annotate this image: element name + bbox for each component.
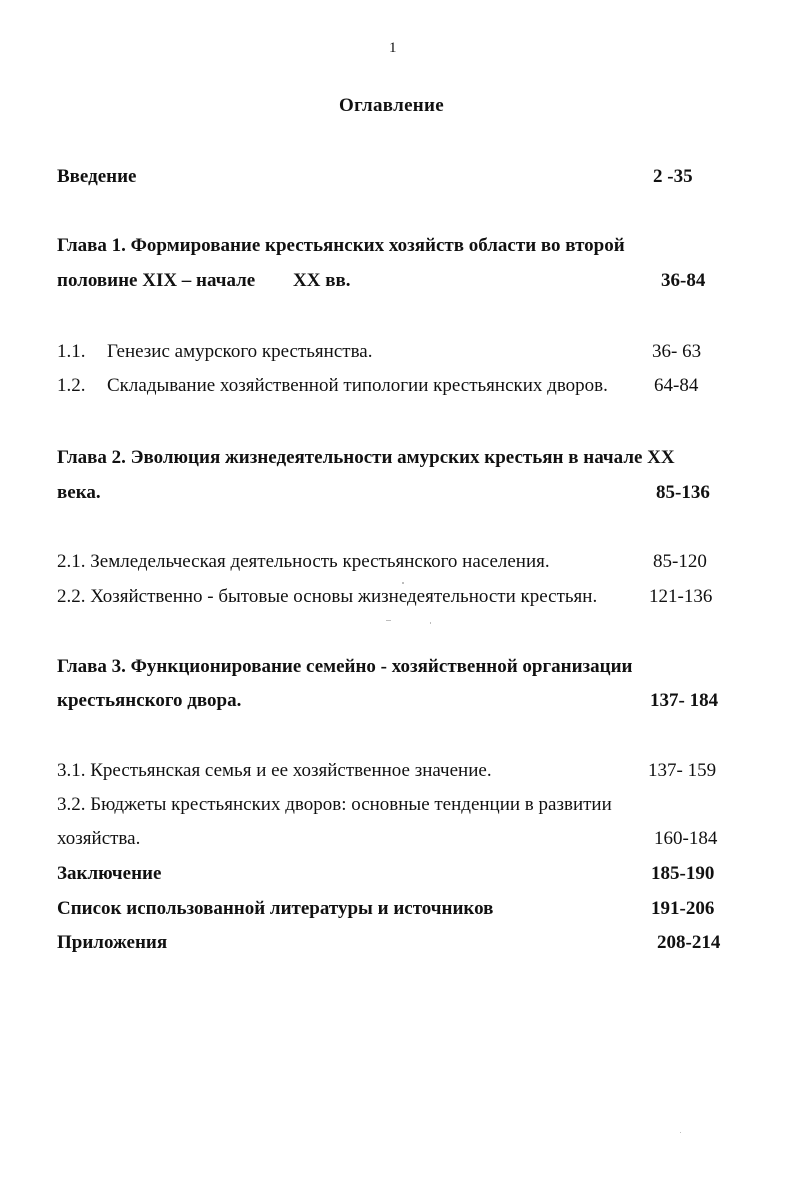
scan-speck: [430, 622, 431, 624]
chapter1-pages: 36-84: [661, 270, 706, 291]
toc-entry-appendix-pages: 208-214: [657, 932, 721, 953]
toc-entry-appendix-label: Приложения: [57, 932, 168, 953]
section-3-2-label-line1: 3.2. Бюджеты крестьянских дворов: основные тенденции в развитии: [57, 794, 612, 815]
toc-entry-conclusion-label: Заключение: [57, 863, 162, 884]
chapter2-title-line2: века.: [57, 482, 101, 503]
section-3-1-pages: 137- 159: [648, 760, 717, 781]
section-3-1-label: 3.1. Крестьянская семья и ее хозяйственное значение.: [57, 760, 492, 781]
toc-entry-bibliography-label: Список использованной литературы и источников: [57, 898, 494, 919]
chapter2-title-line1: Глава 2. Эволюция жизнедеятельности амурских крестьян в начале XX: [57, 447, 675, 468]
page-title: Оглавление: [339, 95, 445, 116]
scan-speck: [402, 582, 404, 584]
toc-entry-intro-label: Введение: [57, 166, 137, 187]
chapter1-title-line1: Глава 1. Формирование крестьянских хозяйств области во второй: [57, 235, 625, 256]
section-2-1-pages: 85-120: [653, 551, 707, 572]
section-1-2-label: Складывание хозяйственной типологии крестьянских дворов.: [107, 375, 608, 396]
section-1-2-pages: 64-84: [654, 375, 699, 396]
page-number: 1: [389, 40, 397, 56]
chapter3-pages: 137- 184: [650, 690, 719, 711]
section-3-2-label-line2: хозяйства.: [57, 828, 141, 849]
chapter1-title-line2a: половине XIX – начале: [57, 270, 256, 291]
section-1-1-label: Генезис амурского крестьянства.: [107, 341, 373, 362]
chapter1-title-line2b: XX вв.: [293, 270, 351, 291]
section-1-1-number: 1.1.: [57, 341, 86, 362]
scan-speck: [680, 1132, 681, 1133]
toc-entry-bibliography-pages: 191-206: [651, 898, 715, 919]
toc-entry-conclusion-pages: 185-190: [651, 863, 715, 884]
section-1-1-pages: 36- 63: [652, 341, 702, 362]
toc-entry-intro-pages: 2 -35: [653, 166, 693, 187]
scan-speck: [386, 620, 391, 621]
section-2-2-label: 2.2. Хозяйственно - бытовые основы жизнедеятельности крестьян.: [57, 586, 598, 607]
section-2-1-label: 2.1. Земледельческая деятельность крестьянского населения.: [57, 551, 550, 572]
section-3-2-pages: 160-184: [654, 828, 718, 849]
section-2-2-pages: 121-136: [649, 586, 713, 607]
chapter2-pages: 85-136: [656, 482, 710, 503]
section-1-2-number: 1.2.: [57, 375, 86, 396]
chapter3-title-line1: Глава 3. Функционирование семейно - хозяйственной организации: [57, 656, 633, 677]
chapter3-title-line2: крестьянского двора.: [57, 690, 242, 711]
